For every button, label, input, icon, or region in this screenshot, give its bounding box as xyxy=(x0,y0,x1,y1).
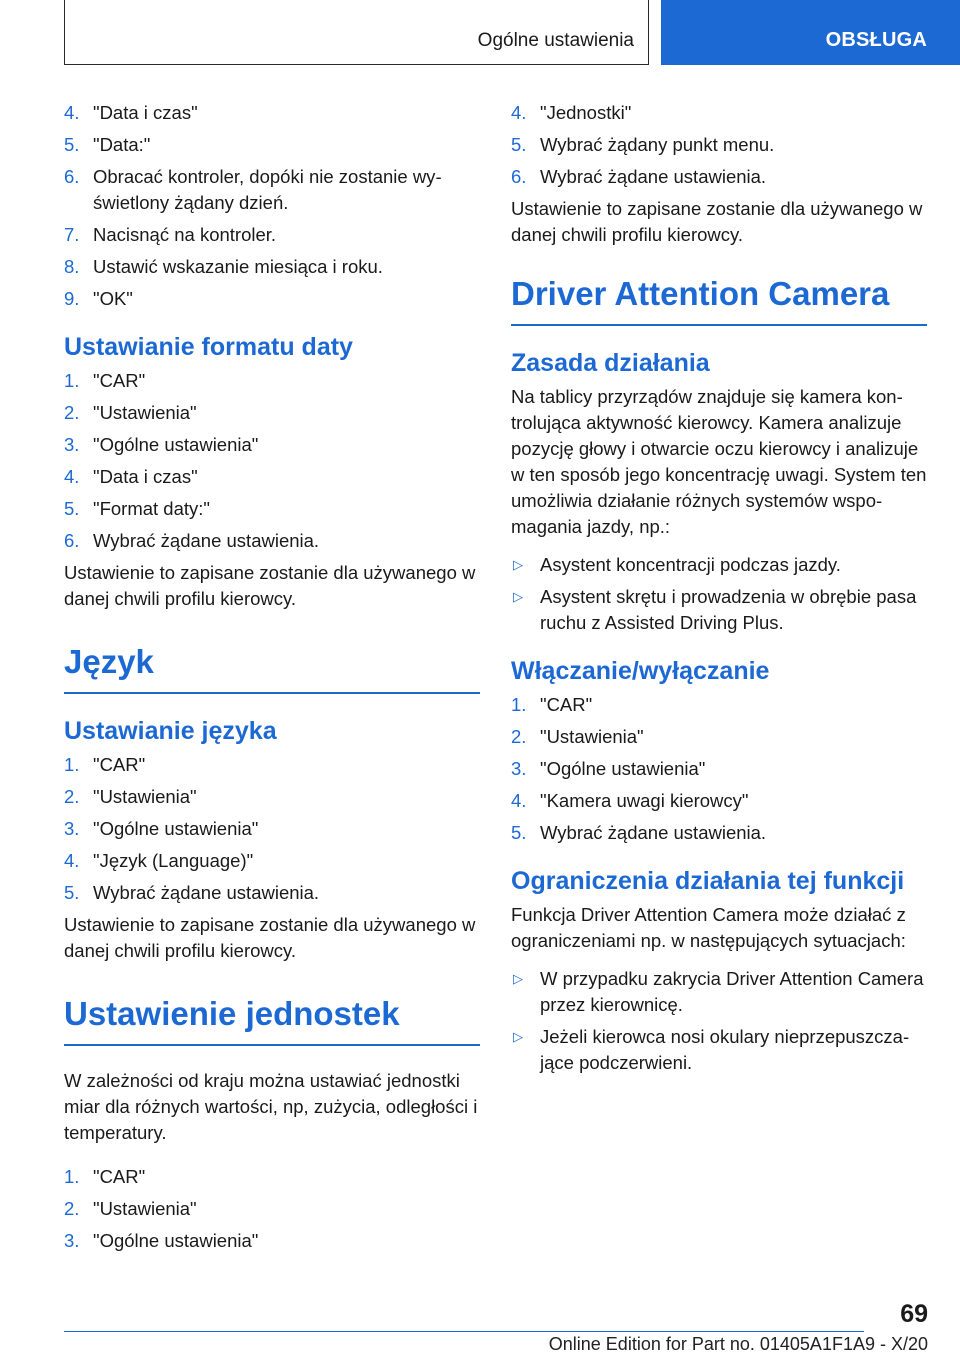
header-chapter-tab xyxy=(661,0,960,65)
step-item xyxy=(64,132,480,158)
step-item xyxy=(64,254,480,280)
step-item xyxy=(511,756,927,782)
step-text: "Ogólne ustawienia" xyxy=(93,818,259,839)
date-format-steps-list xyxy=(64,368,480,554)
step-text: Wybrać żądane ustawienia. xyxy=(93,530,320,551)
step-item xyxy=(64,784,480,810)
triangle-bullet-icon: ▷ xyxy=(513,589,523,604)
triangle-bullet-icon: ▷ xyxy=(513,971,523,986)
triangle-bullet-icon: ▷ xyxy=(513,1029,523,1044)
step-number: 4. xyxy=(64,466,80,487)
step-text: "Ustawienia" xyxy=(93,402,197,423)
step-text: "Ogólne ustawienia" xyxy=(93,1230,259,1251)
heading-language: Język xyxy=(64,642,480,694)
on-off-steps-list xyxy=(511,692,927,846)
paragraph-units: W zależności od kraju można ustawiać jednostki miar dla różnych wartości, np, zużycia, odległości i temperatury. xyxy=(64,1070,478,1143)
bullet-item xyxy=(511,1024,927,1076)
step-item xyxy=(511,724,927,750)
step-item xyxy=(64,286,480,312)
heading-limitations: Ograniczenia działania tej funkcji xyxy=(511,867,905,895)
step-item xyxy=(511,164,927,190)
step-number: 1. xyxy=(64,754,80,775)
step-item xyxy=(64,1228,480,1254)
paragraph-saved-profile-2: Ustawienie to zapisane zostanie dla używanego w danej chwili profilu kierowcy. xyxy=(64,914,476,961)
step-item xyxy=(64,100,480,126)
principle-bullets xyxy=(511,552,927,636)
step-text: "Data i czas" xyxy=(93,102,198,123)
bullet-item xyxy=(511,966,927,1018)
step-item xyxy=(511,820,927,846)
step-text: "Ogólne ustawienia" xyxy=(93,434,259,455)
footer-divider xyxy=(64,1331,864,1332)
page-number: 69 xyxy=(900,1300,928,1328)
step-item xyxy=(511,100,927,126)
step-item xyxy=(64,496,480,522)
right-column xyxy=(511,100,927,1082)
step-text: "Format daty:" xyxy=(93,498,210,519)
step-number: 9. xyxy=(64,288,80,309)
step-number: 6. xyxy=(64,166,80,187)
step-item xyxy=(64,464,480,490)
step-text: "CAR" xyxy=(93,1166,146,1187)
step-number: 1. xyxy=(511,694,527,715)
triangle-bullet-icon: ▷ xyxy=(513,557,523,572)
step-text: "Ustawienia" xyxy=(540,726,644,747)
step-item xyxy=(511,788,927,814)
step-text: "CAR" xyxy=(93,370,146,391)
step-number: 4. xyxy=(511,790,527,811)
step-number: 7. xyxy=(64,224,80,245)
step-number: 1. xyxy=(64,370,80,391)
bullet-text: Asystent skrętu i prowadzenia w obrębie pasa ruchu z Assisted Driving Plus. xyxy=(540,586,917,633)
date-steps-list xyxy=(64,100,480,312)
step-number: 2. xyxy=(511,726,527,747)
step-item xyxy=(64,816,480,842)
step-text: "Jednostki" xyxy=(540,102,632,123)
step-number: 5. xyxy=(511,134,527,155)
step-text: "Ustawienia" xyxy=(93,786,197,807)
step-text: "Ogólne ustawienia" xyxy=(540,758,706,779)
step-text: Ustawić wskazanie miesiąca i roku. xyxy=(93,256,383,277)
step-text: "Język (Language)" xyxy=(93,850,254,871)
header-section-title: Ogólne ustawienia xyxy=(477,30,634,51)
step-number: 6. xyxy=(64,530,80,551)
bullet-text: Jeżeli kierowca nosi okulary nieprzepuszczające podczerwieni. xyxy=(540,1026,910,1073)
step-text: Wybrać żądane ustawienia. xyxy=(540,166,767,187)
heading-principle: Zasada działania xyxy=(511,349,710,377)
step-text: Obracać kontroler, dopóki nie zostanie wyświetlony żądany dzień. xyxy=(93,166,442,213)
step-text: Nacisnąć na kontroler. xyxy=(93,224,277,245)
step-text: "CAR" xyxy=(540,694,593,715)
paragraph-principle: Na tablicy przyrządów znajduje się kamera kontrolująca aktywność kierowcy. Kamera analizuje pozycję głowy i otwarcie oczu kierowcy i analizuje w ten sposób jego koncentrację uwagi. System ten umożliwia działanie różnych systemów wspomagania jazdy, np.: xyxy=(511,386,927,537)
step-number: 5. xyxy=(64,882,80,903)
step-text: "CAR" xyxy=(93,754,146,775)
step-text: Wybrać żądane ustawienia. xyxy=(540,822,767,843)
step-number: 3. xyxy=(511,758,527,779)
step-item xyxy=(64,368,480,394)
bullet-item xyxy=(511,552,927,578)
step-number: 3. xyxy=(64,434,80,455)
paragraph-limitations: Funkcja Driver Attention Camera może działać z ograniczeniami np. w następujących sytuacjach: xyxy=(511,904,906,951)
step-item xyxy=(64,432,480,458)
step-text: "OK" xyxy=(93,288,133,309)
step-item xyxy=(64,222,480,248)
step-item xyxy=(64,848,480,874)
step-number: 1. xyxy=(64,1166,80,1187)
step-text: Wybrać żądany punkt menu. xyxy=(540,134,775,155)
step-number: 2. xyxy=(64,402,80,423)
heading-set-language: Ustawianie języka xyxy=(64,717,277,745)
step-number: 5. xyxy=(64,498,80,519)
step-text: "Data i czas" xyxy=(93,466,198,487)
header-section-box xyxy=(64,0,649,65)
step-number: 4. xyxy=(64,102,80,123)
step-text: "Data:" xyxy=(93,134,151,155)
step-number: 3. xyxy=(64,1230,80,1251)
step-item xyxy=(64,528,480,554)
step-number: 4. xyxy=(511,102,527,123)
heading-units: Ustawienie jednostek xyxy=(64,994,480,1046)
step-text: Wybrać żądane ustawienia. xyxy=(93,882,320,903)
bullet-text: Asystent koncentracji podczas jazdy. xyxy=(540,554,841,575)
step-number: 6. xyxy=(511,166,527,187)
paragraph-saved-profile-3: Ustawienie to zapisane zostanie dla używanego w danej chwili profilu kierowcy. xyxy=(511,198,923,245)
step-item xyxy=(64,400,480,426)
language-steps-list xyxy=(64,752,480,906)
step-item xyxy=(64,752,480,778)
units-steps-continued-list xyxy=(511,100,927,190)
step-text: "Kamera uwagi kierowcy" xyxy=(540,790,749,811)
footer-edition: Online Edition for Part no. 01405A1F1A9 - X/20 xyxy=(548,1334,928,1354)
step-item xyxy=(64,880,480,906)
heading-driver-attention-camera: Driver Attention Camera xyxy=(511,274,927,326)
header-chapter-title: OBSŁUGA xyxy=(825,29,927,51)
heading-date-format: Ustawianie formatu daty xyxy=(64,333,353,361)
step-number: 5. xyxy=(511,822,527,843)
step-text: "Ustawienia" xyxy=(93,1198,197,1219)
bullet-item xyxy=(511,584,927,636)
step-number: 2. xyxy=(64,1198,80,1219)
heading-on-off: Włączanie/wyłączanie xyxy=(511,657,770,685)
step-item xyxy=(64,1164,480,1190)
step-number: 3. xyxy=(64,818,80,839)
units-steps-list xyxy=(64,1164,480,1254)
step-number: 5. xyxy=(64,134,80,155)
step-number: 2. xyxy=(64,786,80,807)
paragraph-saved-profile-1: Ustawienie to zapisane zostanie dla używanego w danej chwili profilu kierowcy. xyxy=(64,562,476,609)
limitations-bullets xyxy=(511,966,927,1076)
step-number: 4. xyxy=(64,850,80,871)
bullet-text: W przypadku zakrycia Driver Attention Camera przez kierownicę. xyxy=(540,968,924,1015)
step-item xyxy=(64,164,480,216)
left-column xyxy=(64,100,480,1260)
step-item xyxy=(511,132,927,158)
step-item xyxy=(511,692,927,718)
step-item xyxy=(64,1196,480,1222)
step-number: 8. xyxy=(64,256,80,277)
